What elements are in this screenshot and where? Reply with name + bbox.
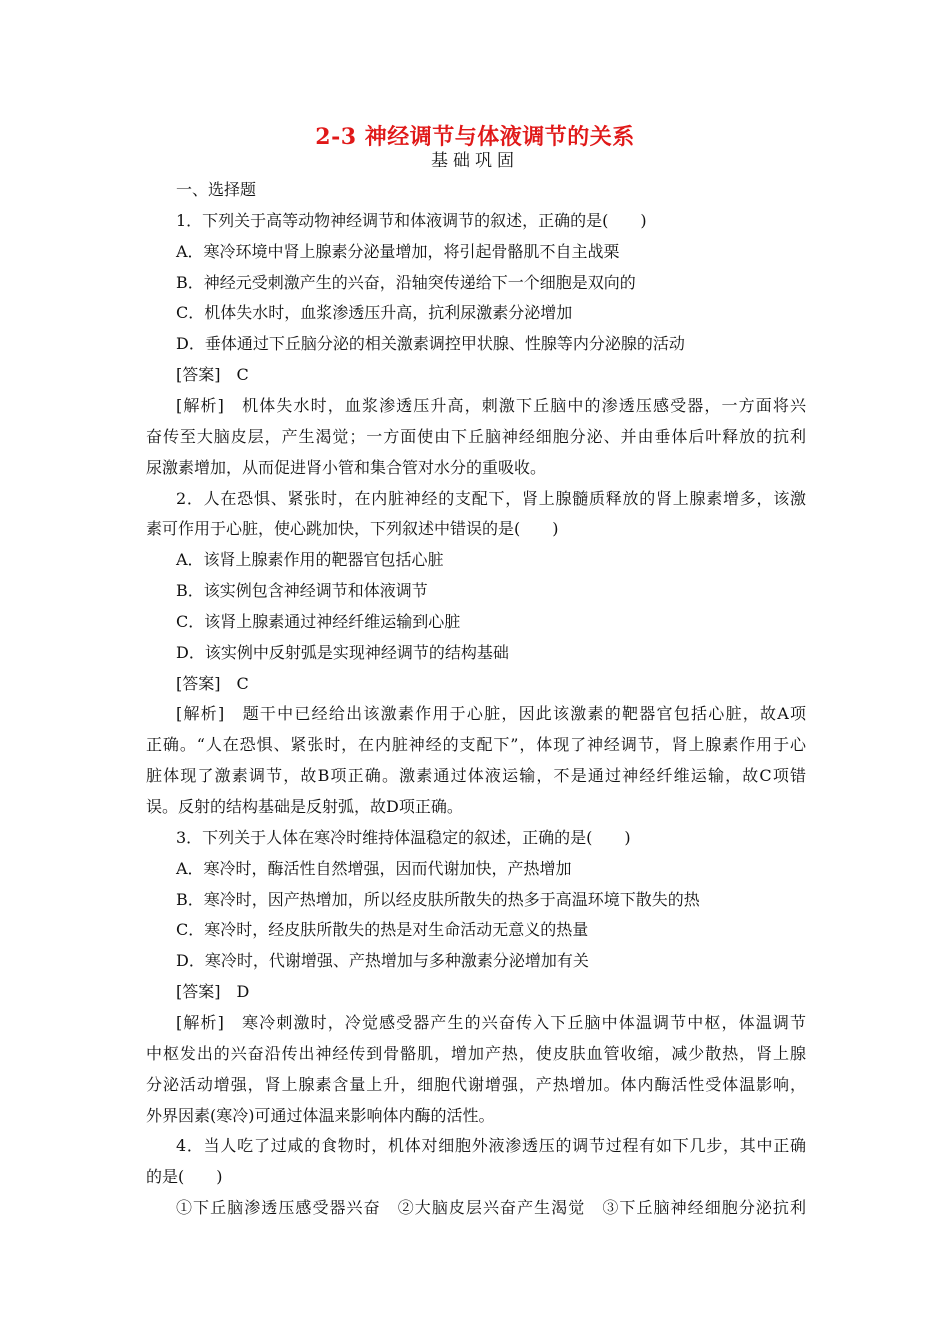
text-line: 2．人在恐惧、紧张时，在内脏神经的支配下，肾上腺髓质释放的肾上腺素增多，该激 — [176, 488, 806, 508]
text-line: 的是( ) — [146, 1167, 223, 1187]
text-line: 尿激素增加，从而促进肾小管和集合管对水分的重吸收。 — [146, 457, 547, 477]
text-line: C．寒冷时，经皮肤所散失的热是对生命活动无意义的热量 — [176, 920, 589, 940]
text-line: 分泌活动增强，肾上腺素含量上升，细胞代谢增强，产热增加。体内酶活性受体温影响， — [146, 1074, 806, 1094]
text-line: B．该实例包含神经调节和体液调节 — [176, 581, 428, 601]
text-line: 一、选择题 — [176, 180, 257, 199]
text-line: C．机体失水时，血浆渗透压升高，抗利尿激素分泌增加 — [176, 303, 573, 323]
text-line: [解析] 寒冷刺激时，冷觉感受器产生的兴奋传入下丘脑中体温调节中枢，体温调节 — [176, 1012, 806, 1032]
text-line: 奋传至大脑皮层，产生渴觉；一方面使由下丘脑神经细胞分泌、并由垂体后叶释放的抗利 — [146, 426, 806, 446]
page-subtitle: 基础巩固 — [431, 151, 519, 171]
text-line: A．寒冷环境中肾上腺素分泌量增加，将引起骨骼肌不自主战栗 — [176, 241, 620, 261]
text-line: 素可作用于心脏，使心跳加快，下列叙述中错误的是( ) — [146, 519, 559, 539]
text-line: [答案] C — [176, 673, 249, 693]
text-line: 外界因素(寒冷)可通过体温来影响体内酶的活性。 — [146, 1105, 495, 1125]
text-line: 4．当人吃了过咸的食物时，机体对细胞外液渗透压的调节过程有如下几步，其中正确 — [176, 1136, 806, 1156]
page-title: 2-3 神经调节与体液调节的关系 — [315, 124, 635, 150]
text-line: D．该实例中反射弧是实现神经调节的结构基础 — [176, 642, 509, 662]
text-line: B．寒冷时，因产热增加，所以经皮肤所散失的热多于高温环境下散失的热 — [176, 889, 700, 909]
text-line: [答案] C — [176, 365, 249, 385]
text-line: [答案] D — [176, 982, 250, 1002]
text-line: D．寒冷时，代谢增强、产热增加与多种激素分泌增加有关 — [176, 951, 589, 971]
text-line: B．神经元受刺激产生的兴奋，沿轴突传递给下一个细胞是双向的 — [176, 272, 636, 292]
text-line: 1．下列关于高等动物神经调节和体液调节的叙述，正确的是( ) — [176, 210, 647, 230]
text-line: D．垂体通过下丘脑分泌的相关激素调控甲状腺、性腺等内分泌腺的活动 — [176, 334, 685, 354]
text-line: C．该肾上腺素通过神经纤维运输到心脏 — [176, 611, 461, 631]
text-line: 误。反射的结构基础是反射弧，故D项正确。 — [146, 797, 463, 816]
text-line: A．该肾上腺素作用的靶器官包括心脏 — [176, 550, 444, 570]
text-line: A．寒冷时，酶活性自然增强，因而代谢加快，产热增加 — [176, 858, 572, 878]
text-line: [解析] 机体失水时，血浆渗透压升高，刺激下丘脑中的渗透压感受器，一方面将兴 — [176, 395, 806, 415]
text-line: ①下丘脑渗透压感受器兴奋 ②大脑皮层兴奋产生渴觉 ③下丘脑神经细胞分泌抗利 — [176, 1198, 806, 1218]
text-line: 3．下列关于人体在寒冷时维持体温稳定的叙述，正确的是( ) — [176, 827, 631, 847]
text-line: 正确。“人在恐惧、紧张时，在内脏神经的支配下”，体现了神经调节，肾上腺素作用于心 — [146, 735, 806, 755]
text-line: [解析] 题干中已经给出该激素作用于心脏，因此该激素的靶器官包括心脏，故A项 — [176, 704, 806, 724]
text-line: 中枢发出的兴奋沿传出神经传到骨骼肌，增加产热，使皮肤血管收缩，减少散热，肾上腺 — [146, 1043, 806, 1063]
text-line: 脏体现了激素调节，故B项正确。激素通过体液运输，不是通过神经纤维运输，故C项错 — [146, 766, 806, 786]
